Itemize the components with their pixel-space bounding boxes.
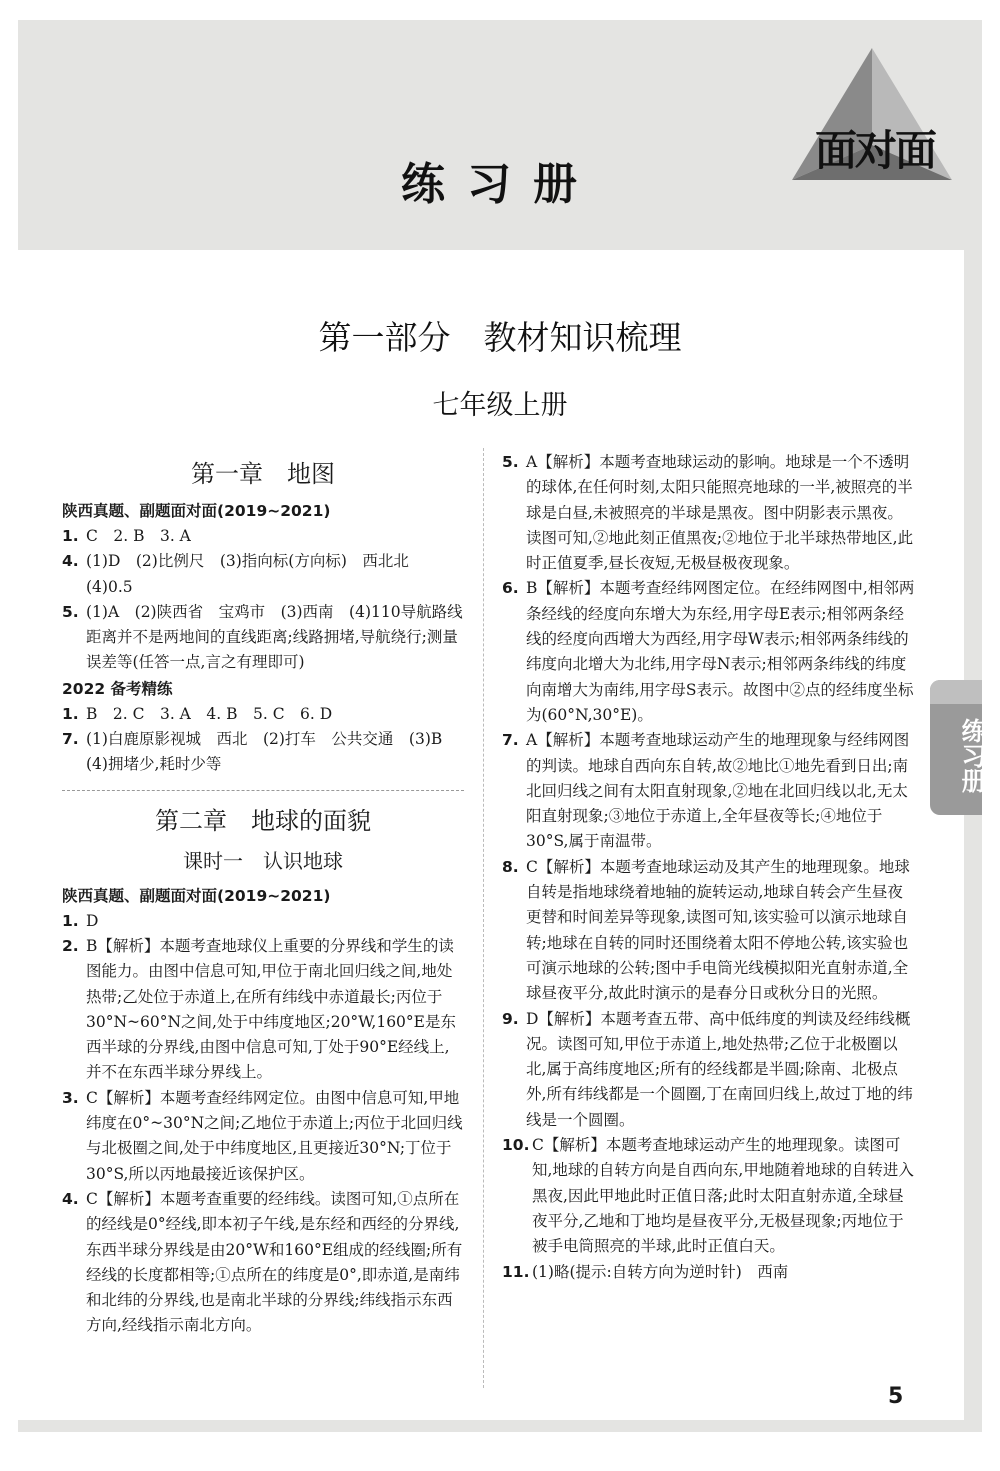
chapter-heading: 第一章 地图 bbox=[191, 460, 335, 488]
answer-item: 5. (1)A (2)陕西省 宝鸡市 (3)西南 (4)110导航路线距离并不是两地间的直线距离;线路拥堵,导航绕行;测量误差等(任答一点,言之有理即可) bbox=[62, 602, 463, 672]
right-column bbox=[502, 450, 917, 1285]
answer-item: 8. C【解析】本题考查地球运动及其产生的地理现象。地球自转是指地球绕着地轴的旋转运动,地球自转会产生昼夜更替和时间差异等现象,读图可知,该实验可以演示地球自转;地球在自转的同时还围绕着太阳不停地公转,该实验也可演示地球的公转;图中手电筒光线模拟阳光直射赤道,全球昼夜平分,故此时演示的是春分日或秋分日的光照。 bbox=[502, 857, 910, 1003]
answer-item: 1. C 2. B 3. A bbox=[62, 527, 191, 545]
answer-item: 4. (1)D (2)比例尺 (3)指向标(方向标) 西北北 (4)0.5 bbox=[62, 552, 425, 596]
answer-item: 4. C【解析】本题考查重要的经纬线。读图可知,①点所在的经线是0°经线,即本初子午线,是东经和西经的分界线,东西半球分界线是由20°W和160°E组成的经线圈;所有经线的长度都相等;①点所在的纬度是0°,即赤道,是南纬和北纬的分界线,也是南北半球的分界线;纬线指示东西方向,经线指示南北方向。 bbox=[62, 1189, 463, 1335]
part-title: 第一部分 教材知识梳理 bbox=[318, 318, 682, 357]
answer-item: 3. C【解析】本题考查经纬网定位。由图中信息可知,甲地纬度在0°~30°N之间;乙地位于赤道上;丙位于北回归线与北极圈之间,处于中纬度地区,且更接近30°N;丁位于30°S,所以丙地最接近该保护区。 bbox=[62, 1088, 463, 1183]
grade-title: 七年级上册 bbox=[432, 390, 568, 421]
section-heading: 2022 备考精练 bbox=[62, 679, 173, 698]
answer-item: 6. B【解析】本题考查经纬网图定位。在经纬网图中,相邻两条经线的经度向东增大为东经,用字母E表示;相邻两条经线的经度向西增大为西经,用字母W表示;相邻两条纬线的纬度向北增大为北纬,用字母N表示;相邻两条纬线的纬度向南增大为南纬,用字母S表示。故图中②点的经纬度坐标为(60°N,30°E)。 bbox=[502, 579, 915, 724]
answer-item: 7. (1)白鹿原影视城 西北 (2)打车 公共交通 (3)B (4)拥堵少,耗时少等 bbox=[62, 730, 458, 774]
section-heading: 陕西真题、副题面对面(2019~2021) bbox=[62, 886, 331, 905]
page-number: 5 bbox=[888, 1384, 904, 1409]
side-tab-label: 练习册 bbox=[958, 717, 987, 793]
footer-band bbox=[18, 1420, 982, 1432]
answer-item: 7. A【解析】本题考查地球运动产生的地理现象与经纬网图的判读。地球自西向东自转,故②地比①地先看到日出;南北回归线之间有太阳直射现象,②地在北回归线以北,无太阳直射现象;③地位于赤道上,全年昼夜等长;④地位于30°S,属于南温带。 bbox=[502, 731, 910, 851]
section-divider bbox=[62, 790, 464, 791]
answer-item: 1. B 2. C 3. A 4. B 5. C 6. D bbox=[62, 704, 333, 723]
lesson-heading: 课时一 认识地球 bbox=[183, 848, 343, 873]
page-title: 练习册 bbox=[401, 159, 599, 210]
column-divider bbox=[483, 448, 484, 1388]
answer-item: 1. D bbox=[62, 911, 99, 930]
answer-item: 11. (1)略(提示:自转方向为逆时针) 西南 bbox=[502, 1262, 789, 1281]
answer-item: 5. A【解析】本题考查地球运动的影响。地球是一个不透明的球体,在任何时刻,太阳只能照亮地球的一半,被照亮的半球是白昼,未被照亮的半球是黑夜。图中阴影表示黑夜。读图可知,②地此刻正值黑夜;②地位于北半球热带地区,此时正值夏季,昼长夜短,无极昼极夜现象。 bbox=[502, 453, 914, 573]
answer-item: 10. C【解析】本题考查地球运动产生的地理现象。读图可知,地球的自转方向是自西向东,甲地随着地球的自转进入黑夜,因此甲地此时正值日落;此时太阳直射赤道,全球昼夜平分,乙地和丁地均是昼夜平分,无极昼现象;丙地位于被手电筒照亮的半球,此时正值白天。 bbox=[502, 1136, 914, 1256]
section-heading: 陕西真题、副题面对面(2019~2021) bbox=[62, 502, 331, 520]
left-column bbox=[62, 452, 464, 1339]
answer-item: 2. B【解析】本题考查地球仪上重要的分界线和学生的读图能力。由图中信息可知,甲位于南北回归线之间,地处热带;乙处位于赤道上,在所有纬线中赤道最长;丙位于30°N~60°N之间,处于中纬度地区;20°W,160°E是东西半球的分界线,由图中信息可知,丁处于90°E经线上,并不在东西半球分界线上。 bbox=[62, 936, 456, 1082]
answer-item: 9. D【解析】本题考查五带、高中低纬度的判读及经纬线概况。读图可知,甲位于赤道上,地处热带;乙位于北极圈以北,属于高纬度地区;所有的经线都是半圆;除南、北极点外,所有纬线都是一个圆圈,丁在南回归线上,故过丁地的纬线是一个圆圈。 bbox=[502, 1009, 913, 1129]
chapter-heading: 第二章 地球的面貌 bbox=[155, 806, 371, 835]
logo-text: 面对面 bbox=[814, 126, 935, 175]
right-margin-strip bbox=[964, 250, 982, 1420]
